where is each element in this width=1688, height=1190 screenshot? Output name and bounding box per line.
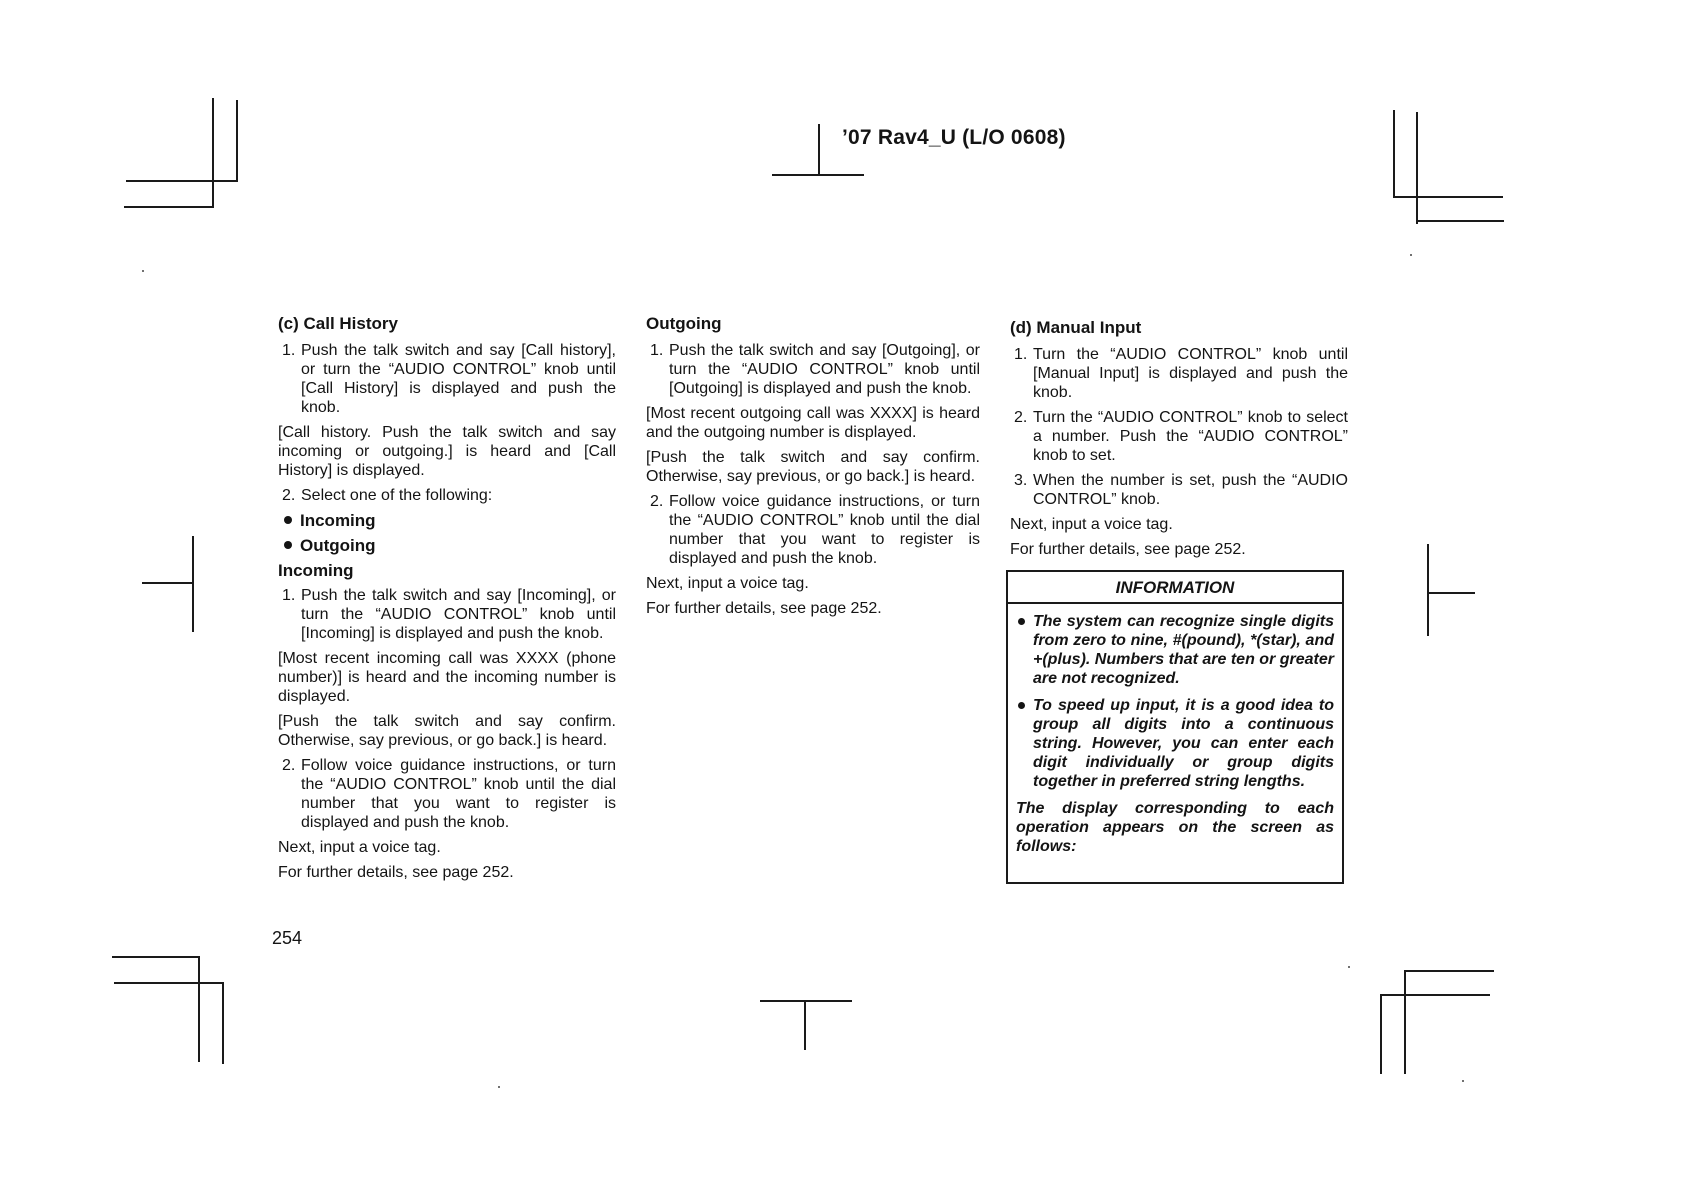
column-outgoing bbox=[646, 314, 980, 624]
step-list bbox=[646, 492, 980, 568]
step-list bbox=[278, 341, 616, 417]
subsection-heading-incoming: Incoming bbox=[278, 561, 354, 580]
voice-prompt-note: [Most recent outgoing call was XXXX] is heard and the outgoing number is displayed. bbox=[646, 405, 980, 441]
step-item: 3. When the number is set, push the “AUDIO CONTROL” knob. bbox=[1014, 472, 1348, 508]
step-item: 1. Push the talk switch and say [Incoming], or turn the “AUDIO CONTROL” knob until [Incoming] is displayed and push the knob. bbox=[282, 587, 616, 642]
step-number: 2. bbox=[650, 493, 664, 510]
step-list bbox=[278, 586, 616, 643]
voice-prompt-note: [Push the talk switch and say confirm. Otherwise, say previous, or go back.] is heard. bbox=[278, 713, 616, 749]
next-instruction: Next, input a voice tag. bbox=[1010, 516, 1173, 533]
step-number: 2. bbox=[282, 487, 296, 504]
information-items bbox=[1008, 604, 1342, 791]
step-item: 2. Follow voice guidance instructions, or turn the “AUDIO CONTROL” knob until the dial number that you want to register is displayed and push the knob. bbox=[650, 493, 980, 567]
voice-prompt-note: [Call history. Push the talk switch and say incoming or outgoing.] is heard and [Call History] is displayed. bbox=[278, 424, 616, 479]
option-incoming: Incoming bbox=[278, 511, 616, 530]
step-list bbox=[646, 341, 980, 398]
bullet-icon bbox=[284, 541, 292, 549]
step-item: 1. Turn the “AUDIO CONTROL” knob until [Manual Input] is displayed and push the knob. bbox=[1014, 346, 1348, 401]
step-list bbox=[278, 486, 616, 505]
bullet-icon bbox=[284, 516, 292, 524]
voice-prompt-note: [Push the talk switch and say confirm. Otherwise, say previous, or go back.] is heard. bbox=[646, 449, 980, 485]
bullet-icon bbox=[1018, 702, 1025, 709]
page-reference: For further details, see page 252. bbox=[1010, 541, 1246, 558]
column-call-history bbox=[278, 314, 616, 888]
page-reference: For further details, see page 252. bbox=[646, 600, 882, 617]
step-number: 3. bbox=[1014, 472, 1028, 489]
bullet-icon bbox=[1018, 618, 1025, 625]
section-heading-outgoing: Outgoing bbox=[646, 314, 722, 333]
information-title: INFORMATION bbox=[1008, 572, 1342, 604]
step-number: 1. bbox=[1014, 346, 1028, 363]
step-item: 2. Select one of the following: bbox=[282, 487, 493, 504]
step-number: 1. bbox=[282, 342, 296, 359]
step-list bbox=[278, 756, 616, 832]
step-number: 2. bbox=[282, 757, 296, 774]
information-box bbox=[1006, 570, 1344, 884]
section-heading-manual-input: (d) Manual Input bbox=[1010, 318, 1142, 337]
step-list bbox=[1010, 345, 1348, 509]
next-instruction: Next, input a voice tag. bbox=[646, 575, 809, 592]
step-item: 1. Push the talk switch and say [Call history], or turn the “AUDIO CONTROL” knob until [Call History] is displayed and push the knob. bbox=[282, 342, 616, 416]
step-item: 2. Follow voice guidance instructions, or turn the “AUDIO CONTROL” knob until the dial number that you want to register is displayed and push the knob. bbox=[282, 757, 616, 831]
information-item: The system can recognize single digits from zero to nine, #(pound), *(star), and +(plus). Numbers that are ten or greater are not recognized. bbox=[1016, 612, 1334, 688]
step-item: 2. Turn the “AUDIO CONTROL” knob to select a number. Push the “AUDIO CONTROL” knob to set. bbox=[1014, 409, 1348, 464]
column-manual-input bbox=[1010, 318, 1348, 565]
step-number: 1. bbox=[282, 587, 296, 604]
page-number: 254 bbox=[272, 928, 303, 948]
voice-prompt-note: [Most recent incoming call was XXXX (phone number)] is heard and the incoming number is displayed. bbox=[278, 650, 616, 705]
step-number: 1. bbox=[650, 342, 664, 359]
option-outgoing: Outgoing bbox=[278, 536, 616, 555]
information-item: To speed up input, it is a good idea to group all digits into a continuous string. However, you can enter each digit individually or group digits together in preferred string lengths. bbox=[1016, 696, 1334, 791]
step-item: 1. Push the talk switch and say [Outgoing], or turn the “AUDIO CONTROL” knob until [Outgoing] is displayed and push the knob. bbox=[650, 342, 980, 397]
page-reference: For further details, see page 252. bbox=[278, 864, 514, 881]
document-header: ’07 Rav4_U (L/O 0608) bbox=[842, 126, 1066, 149]
information-footer: The display corresponding to each operation appears on the screen as follows: bbox=[1016, 800, 1334, 855]
next-instruction: Next, input a voice tag. bbox=[278, 839, 441, 856]
section-heading-call-history: (c) Call History bbox=[278, 314, 398, 333]
step-number: 2. bbox=[1014, 409, 1028, 426]
